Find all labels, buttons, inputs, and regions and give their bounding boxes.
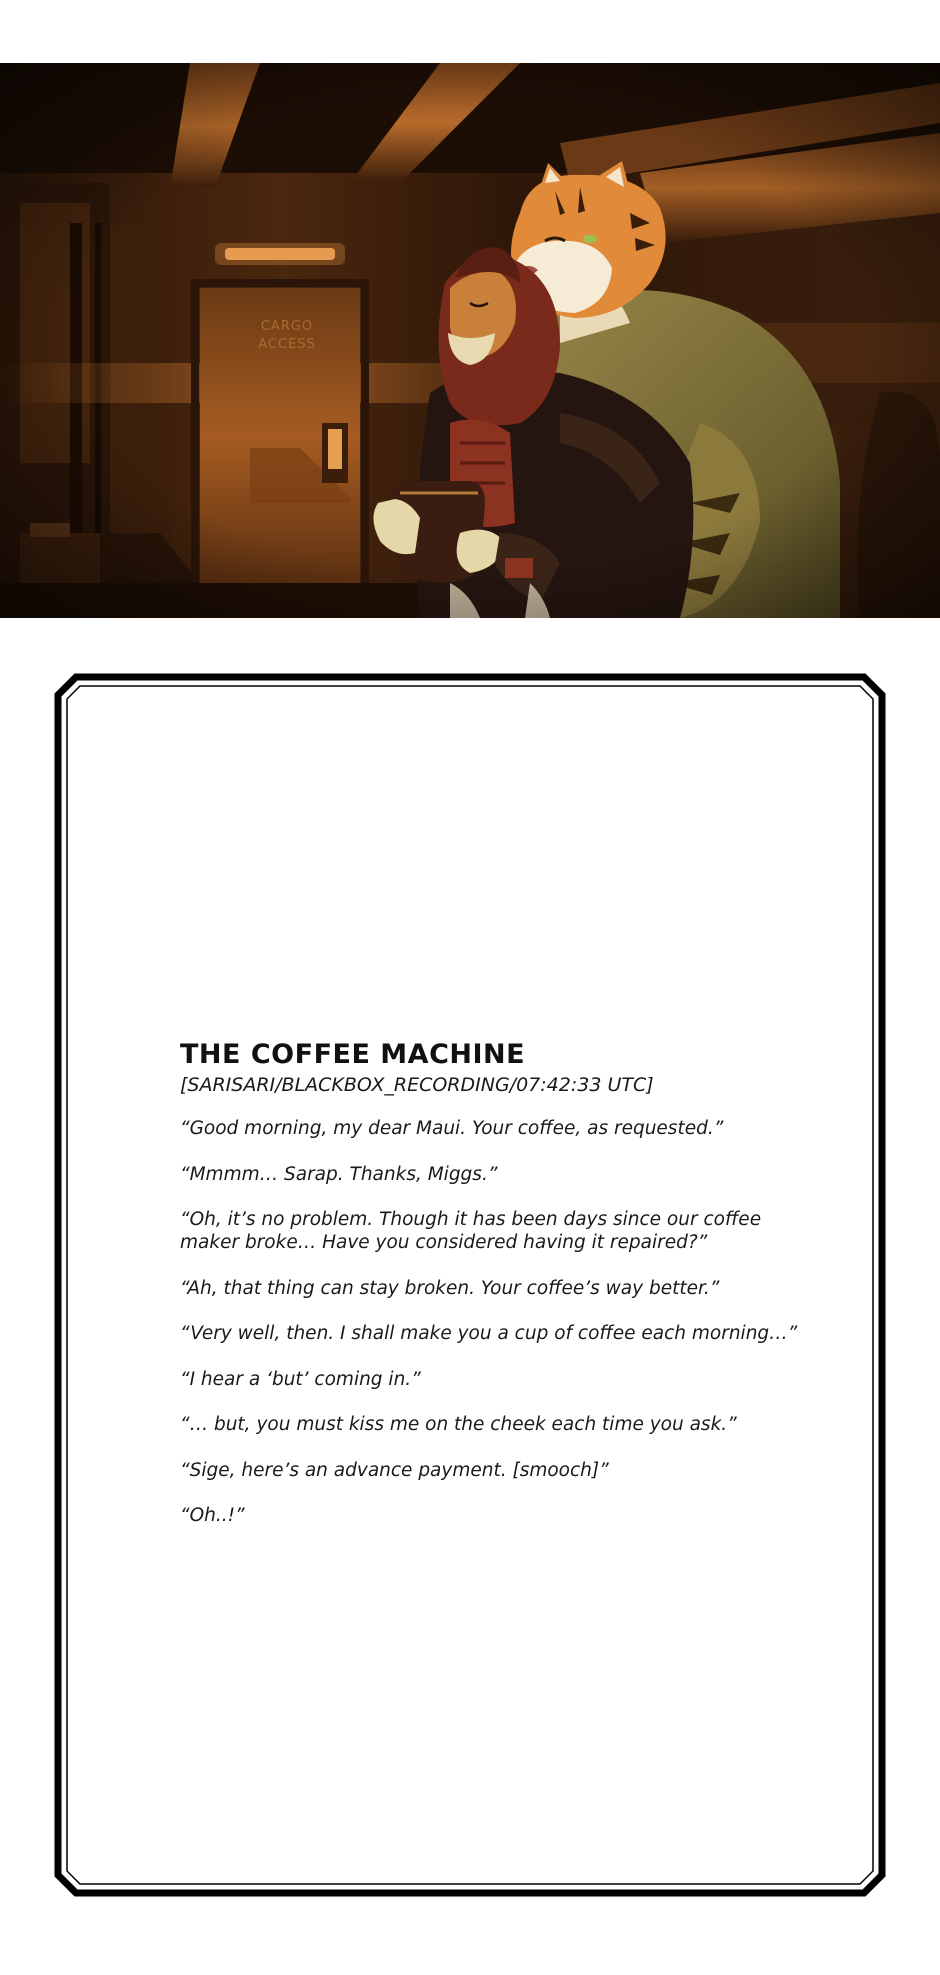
story-content (180, 1039, 820, 1550)
illustration-banner (0, 63, 940, 618)
dialogue-line: “Ah, that thing can stay broken. Your coffee’s way better.” (180, 1277, 720, 1299)
dialogue-line: “I hear a ‘but’ coming in.” (180, 1368, 421, 1390)
dialogue-line: “Oh, it’s no problem. Though it has been days since our coffee maker broke… Have you considered having it repaired?” (180, 1209, 762, 1253)
cargo-sign-line-1: CARGO (260, 319, 314, 334)
dialogue-line: “Sige, here’s an advance payment. [smooch]” (180, 1459, 609, 1481)
recording-subtitle: [SARISARI/BLACKBOX_RECORDING/07:42:33 UTC] (180, 1074, 654, 1096)
cargo-sign-line-2: ACCESS (258, 337, 316, 352)
dialogue-list (180, 1117, 820, 1527)
dialogue-line: “Very well, then. I shall make you a cup of coffee each morning…” (180, 1323, 798, 1344)
story-panel (54, 673, 886, 1897)
dialogue-line: “Mmmm… Sarap. Thanks, Miggs.” (180, 1163, 498, 1185)
illustration-artwork (0, 63, 940, 618)
dialogue-line: “Oh..!” (180, 1505, 245, 1526)
story-title: THE COFFEE MACHINE (180, 1039, 526, 1070)
dialogue-line: “… but, you must kiss me on the cheek each time you ask.” (180, 1414, 737, 1435)
dialogue-line: “Good morning, my dear Maui. Your coffee, as requested.” (180, 1118, 724, 1139)
cargo-access-sign (252, 318, 322, 354)
